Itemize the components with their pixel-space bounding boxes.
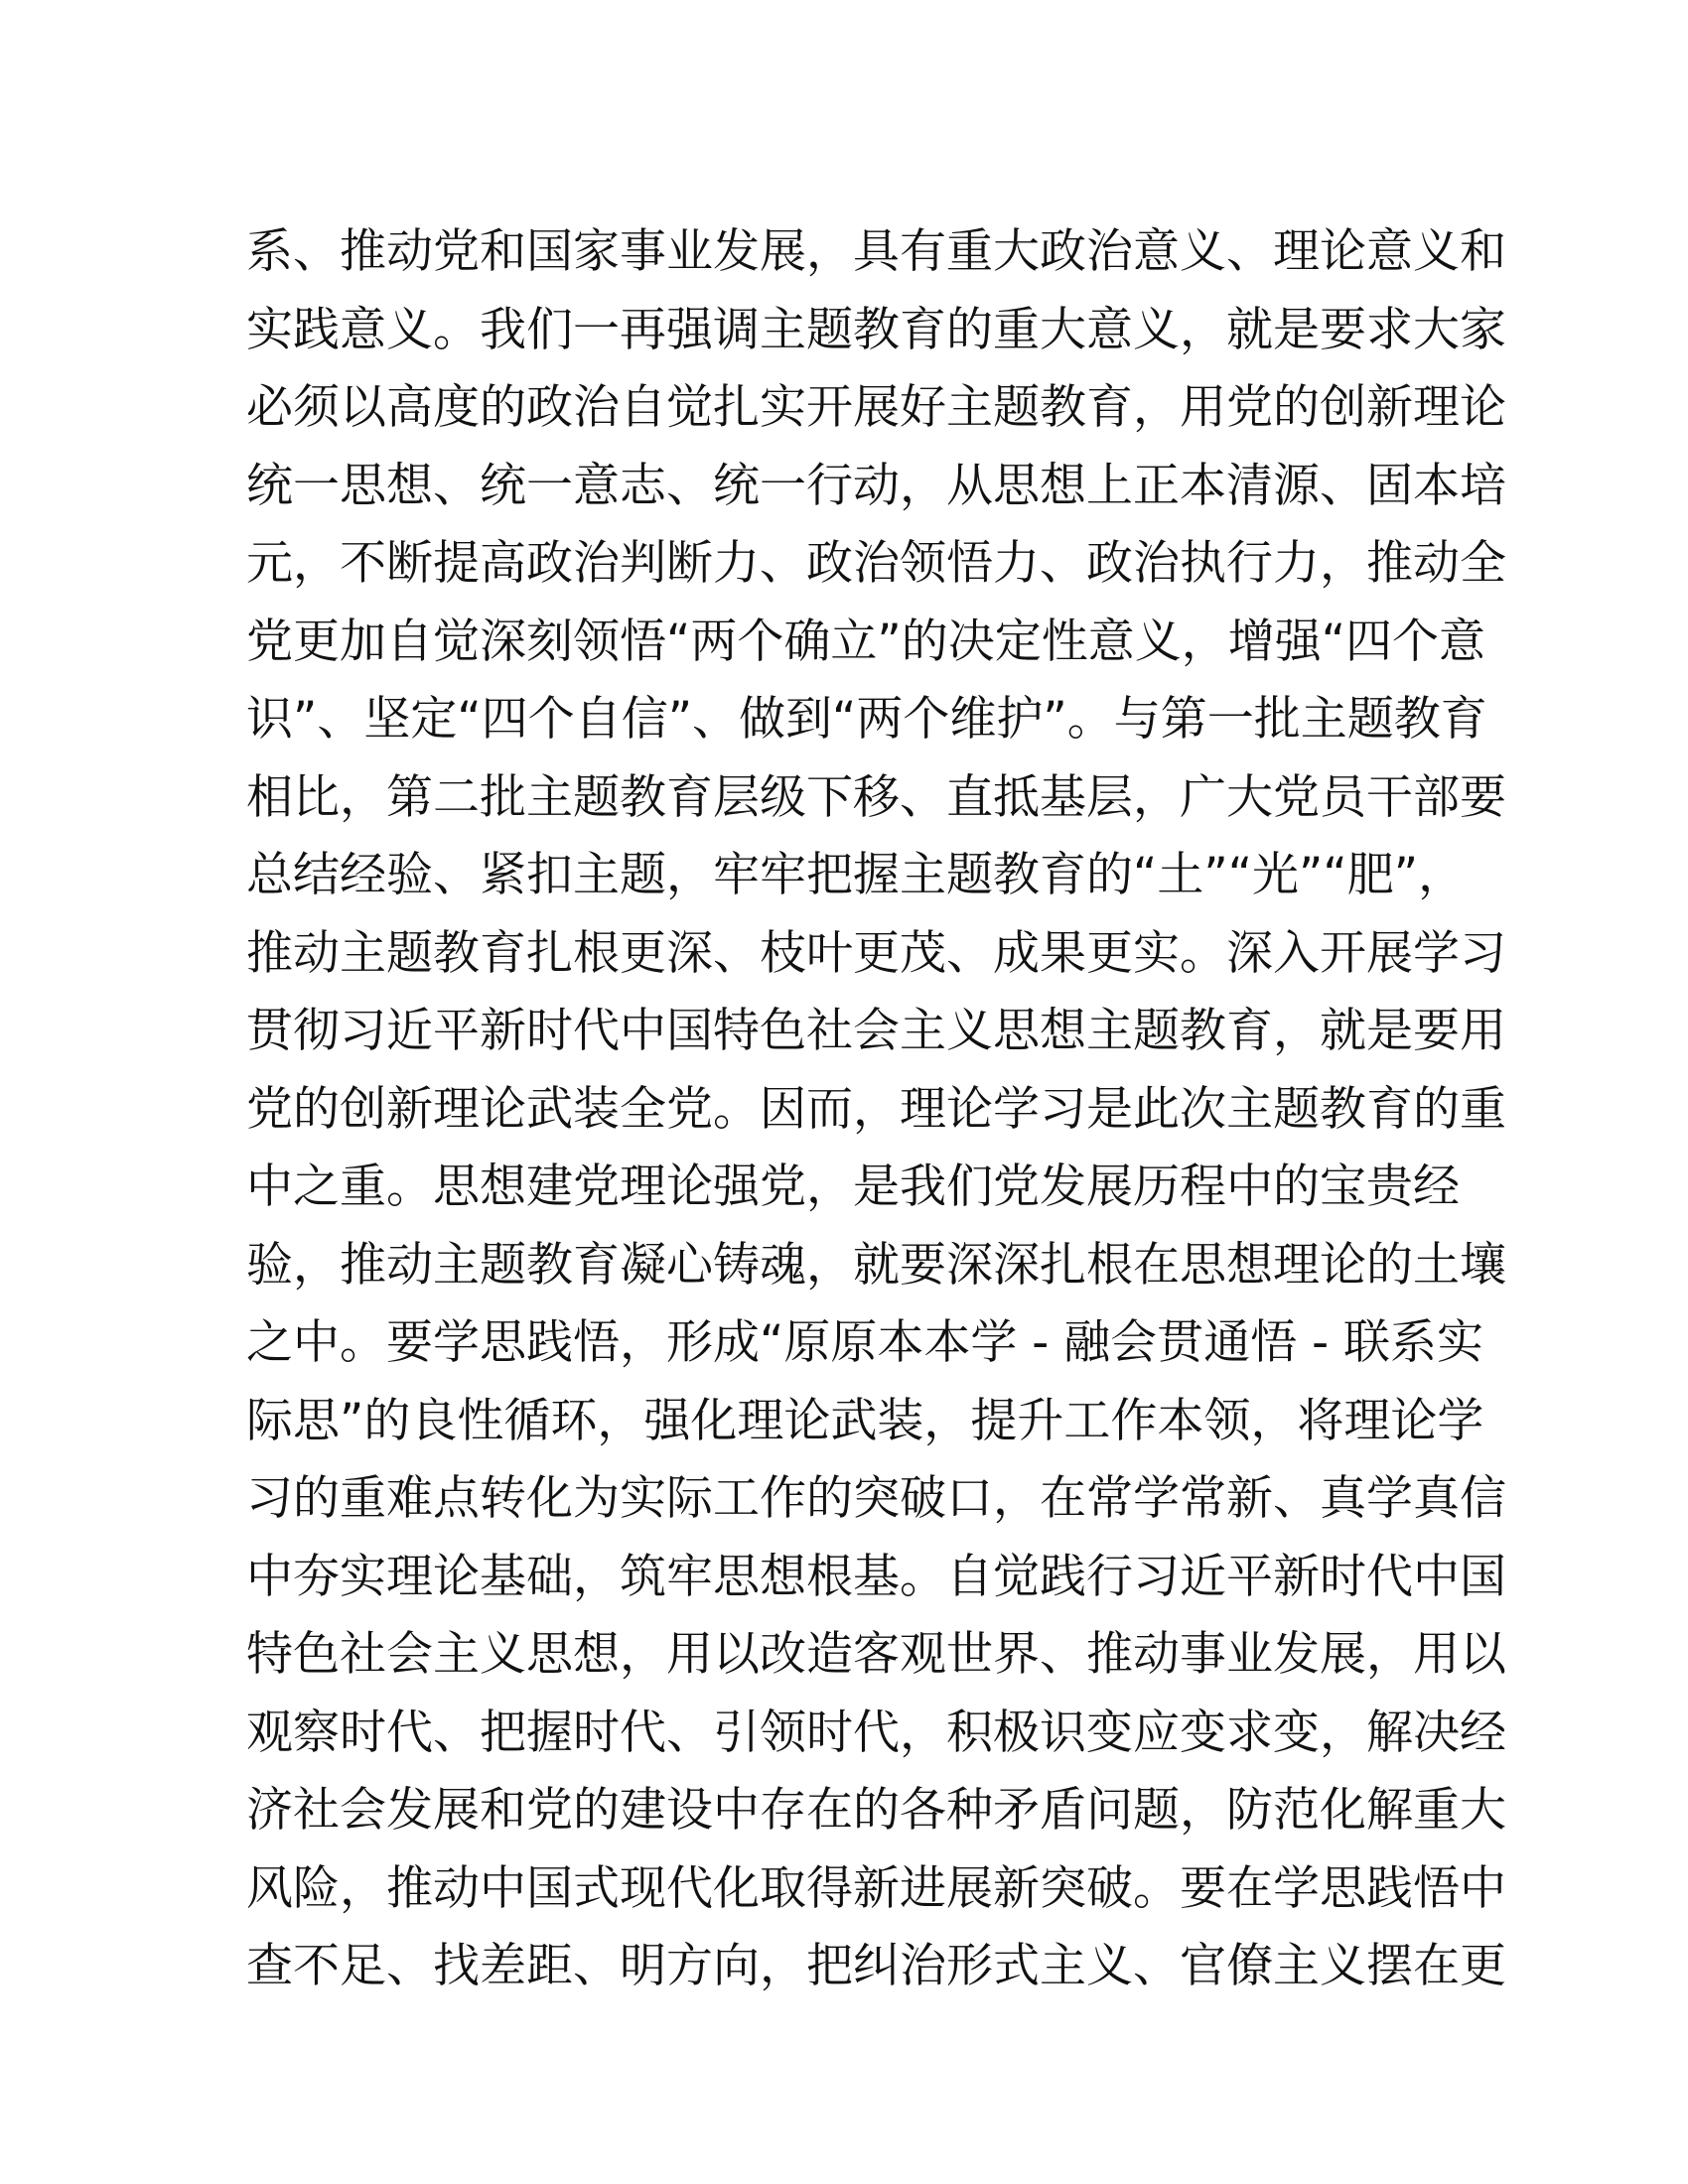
text-line: 之中。要学思践悟，形成“原原本本学 - 融会贯通悟 - 联系实 (246, 1315, 1484, 1370)
text-line: 必须以高度的政治自觉扎实开展好主题教育，用党的创新理论 (246, 380, 1506, 435)
text-line: 总结经验、紧扣主题，牢牢把握主题教育的“土”“光”“肥”， (246, 848, 1466, 902)
text-line: 查不足、找差距、明方向，把纠治形式主义、官僚主义摆在更 (246, 1939, 1506, 1993)
text-line: 特色社会主义思想，用以改造客观世界、推动事业发展，用以 (246, 1627, 1506, 1682)
text-line: 党更加自觉深刻领悟“两个确立”的决定性意义，增强“四个意 (246, 614, 1486, 669)
text-line: 习的重难点转化为实际工作的突破口，在常学常新、真学真信 (246, 1471, 1506, 1526)
text-line: 中之重。思想建党理论强党，是我们党发展历程中的宝贵经 (246, 1160, 1460, 1214)
text-line: 济社会发展和党的建设中存在的各种矛盾问题，防范化解重大 (246, 1783, 1506, 1838)
text-line: 验，推动主题教育凝心铸魂，就要深深扎根在思想理论的土壤 (246, 1237, 1506, 1293)
text-line: 观察时代、把握时代、引领时代，积极识变应变求变，解决经 (246, 1705, 1506, 1760)
text-line: 党的创新理论武装全党。因而，理论学习是此次主题教育的重 (246, 1081, 1506, 1137)
text-line: 元，不断提高政治判断力、政治领悟力、政治执行力，推动全 (246, 536, 1506, 591)
text-line: 系、推动党和国家事业发展，具有重大政治意义、理论意义和 (246, 224, 1506, 279)
text-line: 相比，第二批主题教育层级下移、直抵基层，广大党员干部要 (246, 769, 1506, 825)
text-line: 推动主题教育扎根更深、枝叶更茂、成果更实。深入开展学习 (246, 925, 1506, 981)
text-line: 际思”的良性循环，强化理论武装，提升工作本领，将理论学 (246, 1393, 1484, 1448)
text-line: 风险，推动中国式现代化取得新进展新突破。要在学思践悟中 (246, 1860, 1506, 1916)
text-line: 贯彻习近平新时代中国特色社会主义思想主题教育，就是要用 (246, 1004, 1506, 1058)
text-line: 识”、坚定“四个自信”、做到“两个维护”。与第一批主题教育 (246, 692, 1487, 747)
text-line: 实践意义。我们一再强调主题教育的重大意义，就是要求大家 (246, 302, 1506, 357)
text-line: 中夯实理论基础，筑牢思想根基。自觉践行习近平新时代中国 (246, 1549, 1506, 1604)
body-paragraph (246, 213, 1506, 2006)
text-line: 统一思想、统一意志、统一行动，从思想上正本清源、固本培 (246, 458, 1506, 513)
